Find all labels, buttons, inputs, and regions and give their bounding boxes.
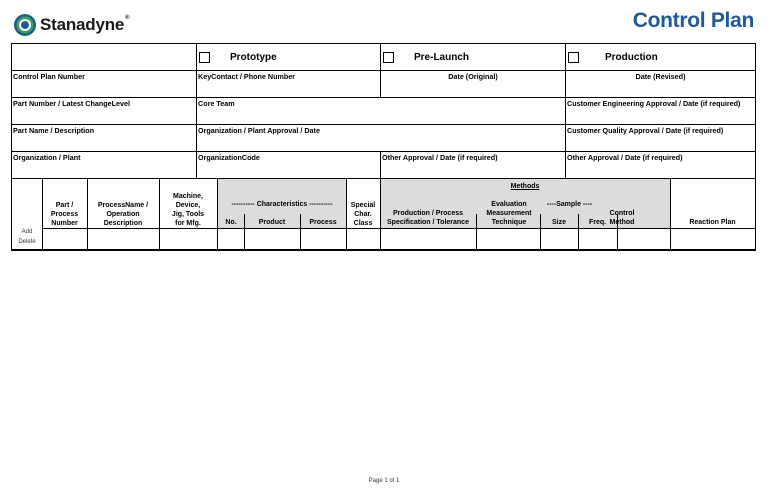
prototype-label: Prototype [230,51,277,63]
key-contact-field[interactable]: KeyContact / Phone Number [197,71,381,97]
evaluation-header: Evaluation Measurement Technique [486,201,532,226]
add-row-button[interactable]: Add [21,229,33,235]
prototype-checkbox[interactable] [199,52,210,63]
plant-approval-field[interactable]: Organization / Plant Approval / Date [197,125,566,151]
prelaunch-option[interactable] [381,44,566,70]
production-option[interactable] [566,44,755,70]
customer-quality-approval-field[interactable]: Customer Quality Approval / Date (if required) [567,126,724,135]
other-approval-field-1[interactable]: Other Approval / Date (if required) [381,152,566,178]
special-char-header: Special Char. Class [350,202,376,227]
prelaunch-checkbox[interactable] [383,52,394,63]
plan-type-row [12,44,755,71]
customer-engineering-approval-field[interactable]: Customer Engineering Approval / Date (if required) [567,99,741,108]
production-checkbox[interactable] [568,52,579,63]
control-plan-form [11,43,756,251]
production-label: Production [605,51,658,63]
part-number-field[interactable]: Part Number / Latest ChangeLevel [12,98,197,124]
characteristics-header: ---------- Characteristics ---------- [231,201,333,208]
info-row [12,98,755,125]
info-row [12,152,755,179]
process-header: Process [309,219,337,226]
organization-plant-field[interactable]: Organization / Plant [12,152,197,178]
delete-row-button[interactable]: Delete [18,239,36,245]
methods-header: Methods [510,183,540,190]
info-row [12,71,755,98]
stanadyne-logo-icon [13,13,37,37]
reaction-plan-header: Reaction Plan [689,219,736,226]
machine-header: Machine, Device, Jig, Tools for Mfg. [171,193,205,227]
prelaunch-label: Pre-Launch [414,51,470,63]
organization-code-field[interactable]: OrganizationCode [197,152,381,178]
prototype-option[interactable] [197,44,381,70]
core-team-field[interactable]: Core Team [197,98,566,124]
product-header: Product [258,219,286,226]
control-plan-number-field[interactable]: Control Plan Number [12,71,197,97]
date-original-field[interactable]: Date (Original) [381,71,566,97]
control-method-header: Control Method [609,210,635,226]
brand-logo [13,12,129,38]
other-approval-field-2[interactable]: Other Approval / Date (if required) [567,153,683,162]
date-revised-field[interactable]: Date (Revised) [635,72,686,81]
sample-header: ----Sample ---- [546,201,593,208]
page-number: Page 1 of 1 [368,478,400,484]
part-name-field[interactable]: Part Name / Description [12,125,197,151]
freq-header: Freq. [588,219,607,226]
info-row [12,125,755,152]
no-header: No. [225,219,237,226]
page-title: Control Plan [632,9,754,32]
size-header: Size [551,219,566,226]
process-name-header: ProcessName / Operation Description [97,202,149,227]
process-table [12,179,755,250]
part-process-number-header: Part / Process Number [50,202,79,227]
brand-name: Stanadyne® [40,15,130,34]
specification-header: Production / Process Specification / Tolerance [387,210,469,226]
